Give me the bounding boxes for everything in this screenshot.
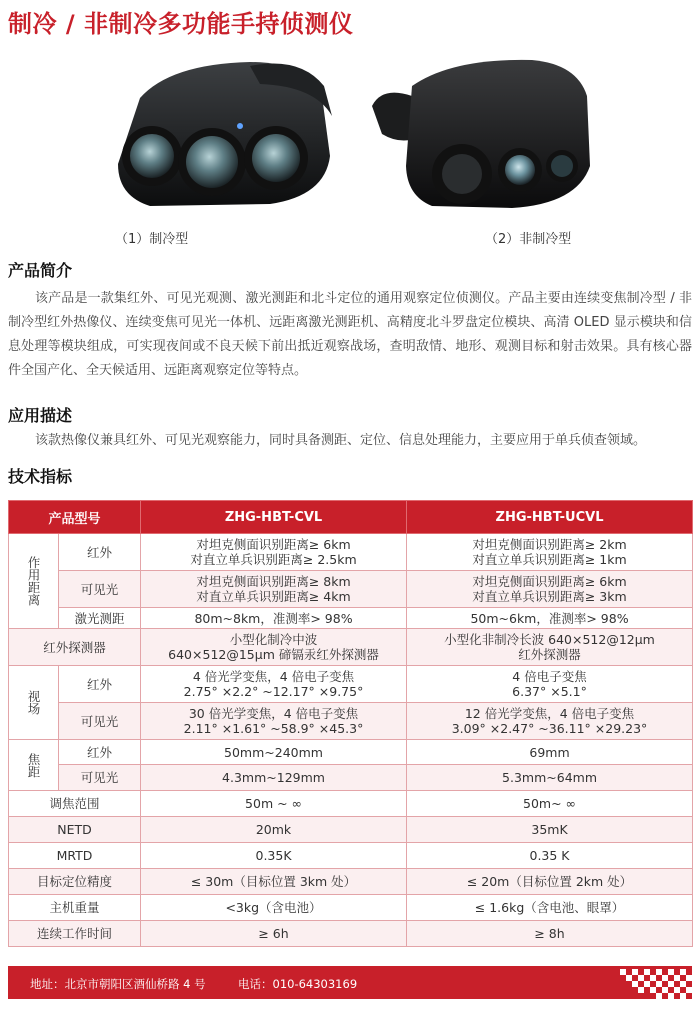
row-label: 红外探测器: [9, 629, 141, 666]
table-row: [9, 921, 693, 947]
row-label: 可见光: [59, 765, 141, 791]
table-cell: 对坦克侧面识别距离≥ 6km 对直立单兵识别距离≥ 2.5km: [141, 534, 407, 571]
table-cell: ≤ 30m（目标位置 3km 处）: [141, 869, 407, 895]
footer-bar: [8, 966, 692, 999]
table-row: [9, 817, 693, 843]
table-row: [9, 765, 693, 791]
table-row: [9, 703, 693, 740]
table-cell: 50m ~ ∞: [141, 791, 407, 817]
table-cell: 0.35K: [141, 843, 407, 869]
intro-paragraph: 该产品是一款集红外、可见光观测、激光测距和北斗定位的通用观察定位侦测仪。产品主要由连续变焦制冷型 / 非制冷型红外热像仪、连续变焦可见光一体机、远距离激光测距机、高精度北斗罗盘定位模块、高清 OLED 显示模块和信息处理等模块组成，可实现夜间或不良天候下前出抵近观察战场，查明敌情、地形、观测目标和射击效果。具有核心器件全国产化、全天候适用、远距离观察定位等特点。: [8, 291, 692, 378]
table-cell: 5.3mm~64mm: [407, 765, 693, 791]
table-cell: 20mk: [141, 817, 407, 843]
table-row: [9, 534, 693, 571]
table-row: [9, 571, 693, 608]
table-row: [9, 666, 693, 703]
table-cell: 小型化非制冷长波 640×512@12μm 红外探测器: [407, 629, 693, 666]
row-label: 主机重量: [9, 895, 141, 921]
table-cell: ≥ 6h: [141, 921, 407, 947]
row-label: 可见光: [59, 571, 141, 608]
table-cell: 对坦克侧面识别距离≥ 2km 对直立单兵识别距离≥ 1km: [407, 534, 693, 571]
table-cell: 0.35 K: [407, 843, 693, 869]
application-paragraph: 该款热像仪兼具红外、可见光观察能力，同时具备测距、定位、信息处理能力，主要应用于单兵侦查领域。: [35, 433, 647, 448]
section-heading-application: 应用描述: [8, 406, 73, 425]
group-fov: 视场: [9, 666, 59, 740]
table-cell: 50m~ ∞: [407, 791, 693, 817]
group-range: 作用距离: [9, 534, 59, 629]
uncooled-binocular-photo: [362, 46, 602, 216]
row-label: NETD: [9, 817, 141, 843]
table-cell: 80m~8km，准测率> 98%: [141, 608, 407, 629]
table-cell: ≥ 8h: [407, 921, 693, 947]
section-heading-specs: 技术指标: [8, 467, 73, 486]
table-row: [9, 629, 693, 666]
spec-table: [8, 500, 693, 947]
row-label: MRTD: [9, 843, 141, 869]
row-label: 红外: [59, 534, 141, 571]
checker-pattern-icon: [614, 966, 692, 999]
row-label: 红外: [59, 666, 141, 703]
header-model-label: 产品型号: [9, 501, 141, 534]
table-cell: 4.3mm~129mm: [141, 765, 407, 791]
table-cell: 4 倍电子变焦 6.37° ×5.1°: [407, 666, 693, 703]
header-model-ucvl: ZHG-HBT-UCVL: [407, 501, 693, 534]
cooled-binocular-photo: [100, 46, 340, 216]
row-label: 红外: [59, 740, 141, 765]
table-row: [9, 791, 693, 817]
table-cell: ≤ 20m（目标位置 2km 处）: [407, 869, 693, 895]
table-header-row: [9, 501, 693, 534]
footer-phone: 电话：010-64303169: [238, 977, 358, 991]
row-label: 激光测距: [59, 608, 141, 629]
product-caption-uncooled: （2）非制冷型: [485, 232, 572, 247]
table-cell: 30 倍光学变焦，4 倍电子变焦 2.11° ×1.61° ~58.9° ×45.3°: [141, 703, 407, 740]
table-row: [9, 608, 693, 629]
table-row: [9, 843, 693, 869]
table-cell: 69mm: [407, 740, 693, 765]
row-label: 调焦范围: [9, 791, 141, 817]
table-row: [9, 869, 693, 895]
table-cell: 对坦克侧面识别距离≥ 8km 对直立单兵识别距离≥ 4km: [141, 571, 407, 608]
table-row: [9, 740, 693, 765]
page-title: 制冷 / 非制冷多功能手持侦测仪: [8, 10, 354, 38]
table-cell: 50m~6km，准测率> 98%: [407, 608, 693, 629]
group-focal: 焦距: [9, 740, 59, 791]
table-cell: 12 倍光学变焦，4 倍电子变焦 3.09° ×2.47° ~36.11° ×29.23°: [407, 703, 693, 740]
row-label: 可见光: [59, 703, 141, 740]
table-cell: 4 倍光学变焦，4 倍电子变焦 2.75° ×2.2° ~12.17° ×9.75°: [141, 666, 407, 703]
row-label: 连续工作时间: [9, 921, 141, 947]
product-caption-cooled: （1）制冷型: [115, 232, 189, 247]
table-row: [9, 895, 693, 921]
row-label: 目标定位精度: [9, 869, 141, 895]
table-cell: 35mK: [407, 817, 693, 843]
table-cell: 小型化制冷中波 640×512@15μm 碲镉汞红外探测器: [141, 629, 407, 666]
table-cell: <3kg（含电池）: [141, 895, 407, 921]
table-cell: 50mm~240mm: [141, 740, 407, 765]
table-cell: ≤ 1.6kg（含电池、眼罩）: [407, 895, 693, 921]
table-cell: 对坦克侧面识别距离≥ 6km 对直立单兵识别距离≥ 3km: [407, 571, 693, 608]
footer-address: 地址：北京市朝阳区酒仙桥路 4 号: [30, 977, 206, 991]
section-heading-intro: 产品简介: [8, 261, 73, 280]
header-model-cvl: ZHG-HBT-CVL: [141, 501, 407, 534]
